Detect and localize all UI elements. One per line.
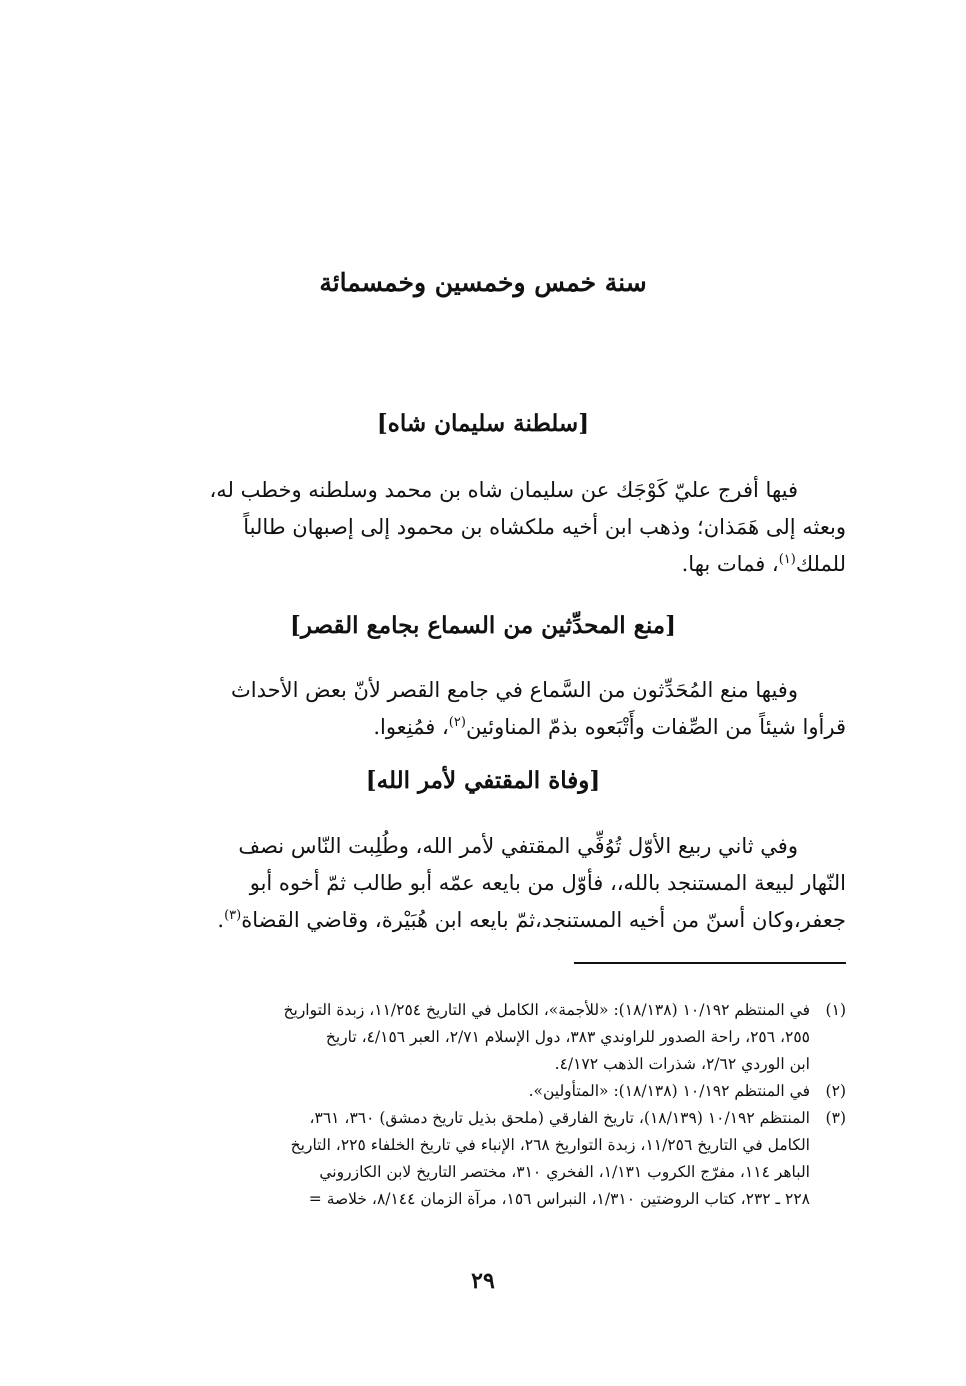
- paragraph-line: النّهار لبيعة المستنجد بالله،، فأوّل من بايعه عمّه أبو طالب ثمّ أخوه أبو: [249, 871, 846, 895]
- footnote-text: [118, 1105, 810, 1213]
- footnote-ref: (٣): [224, 908, 242, 923]
- footnote-ref: (١): [778, 552, 796, 567]
- section-heading-muqtafi-death: [وفاة المقتفي لأمر الله]: [365, 767, 601, 794]
- page-number: ٢٩: [471, 1268, 495, 1294]
- paragraph-text: للملك: [795, 552, 846, 576]
- footnote-line: المنتظم ١٠/١٩٢ (١٨/١٣٩)، تاريخ الفارقي (ملحق بذيل تاريخ دمشق) ٣٦٠، ٣٦١،: [309, 1109, 810, 1127]
- section-heading-sulayman-shah: [سلطنة سليمان شاه]: [376, 410, 590, 437]
- paragraph-line: [118, 902, 846, 939]
- paragraph-line: [118, 546, 846, 583]
- footnote-line: في المنتظم ١٠/١٩٢ (١٨/١٣٨): «المتأولين».: [528, 1082, 810, 1100]
- footnote-divider: [574, 962, 846, 964]
- footnotes: [118, 997, 846, 1213]
- footnote-ref: (٢): [448, 715, 466, 730]
- footnote-line: الكامل في التاريخ ١١/٢٥٦، زبدة التواريخ ٢٦٨، الإنباء في تاريخ الخلفاء ٢٢٥، التاريخ: [290, 1136, 810, 1154]
- footnote-line: ٢٢٨ ـ ٢٣٢، كتاب الروضتين ١/٣١٠، النبراس ١٥٦، مرآة الزمان ٨/١٤٤، خلاصة =: [308, 1190, 810, 1208]
- section-heading-hadith-ban: [منع المحدِّثين من السماع بجامع القصر]: [289, 612, 677, 639]
- footnote-text: [118, 1078, 810, 1105]
- footnote-line: الباهر ١١٤، مفرّج الكروب ١/١٣١، الفخري ٣١٠، مختصر التاريخ لابن الكازروني: [319, 1163, 810, 1181]
- paragraph-line: [118, 709, 846, 746]
- paragraph-text: جعفر،وكان أسنّ من أخيه المستنجد،ثمّ بايعه ابن هُبَيْرة، وقاضي القضاة: [241, 908, 846, 932]
- footnote-number: (٣): [825, 1109, 846, 1127]
- paragraph-line: وبعثه إلى هَمَذان؛ وذهب ابن أخيه ملكشاه بن محمود إلى إصبهان طالباً: [243, 515, 846, 539]
- footnote-2: [118, 1078, 846, 1105]
- footnote-number: (٢): [825, 1082, 846, 1100]
- paragraph-text: قرأوا شيئاً من الصِّفات وأَتْبَعوه بذمّ المناوئين: [465, 715, 846, 739]
- footnote-line: ٢٥٥، ٢٥٦، راحة الصدور للراوندي ٣٨٣، دول الإسلام ٢/٧١، العبر ٤/١٥٦، تاريخ: [325, 1028, 810, 1046]
- section-body-muqtafi-death: [118, 828, 846, 939]
- paragraph-line: وفيها منع المُحَدِّثون من السَّماع في جامع القصر لأنّ بعض الأحداث: [231, 678, 798, 702]
- paragraph-text: ، فمات بها.: [681, 552, 779, 576]
- paragraph-text: ، فمُنِعوا.: [373, 715, 449, 739]
- footnote-text: [118, 997, 810, 1078]
- section-body-hadith-ban: [118, 672, 846, 746]
- paragraph-line: فيها أفرج عليّ كَوْجَك عن سليمان شاه بن محمد وسلطنه وخطب له،: [209, 478, 798, 502]
- paragraph-line: وفي ثاني ربيع الأوّل تُوُفِّي المقتفي لأمر الله، وطُلِبت النّاس نصف: [238, 834, 798, 858]
- footnote-line: في المنتظم ١٠/١٩٢ (١٨/١٣٨): «للأجمة»، الكامل في التاريخ ١١/٢٥٤، زبدة التواريخ: [283, 1001, 810, 1019]
- footnote-3: [118, 1105, 846, 1213]
- footnote-1: [118, 997, 846, 1078]
- footnote-number: (١): [825, 1001, 846, 1019]
- page-title: سنة خمس وخمسين وخمسمائة: [319, 268, 647, 297]
- section-body-sulayman-shah: [118, 472, 846, 583]
- paragraph-text: .: [217, 908, 225, 932]
- footnote-line: ابن الوردي ٢/٦٢، شذرات الذهب ٤/١٧٢.: [554, 1055, 810, 1073]
